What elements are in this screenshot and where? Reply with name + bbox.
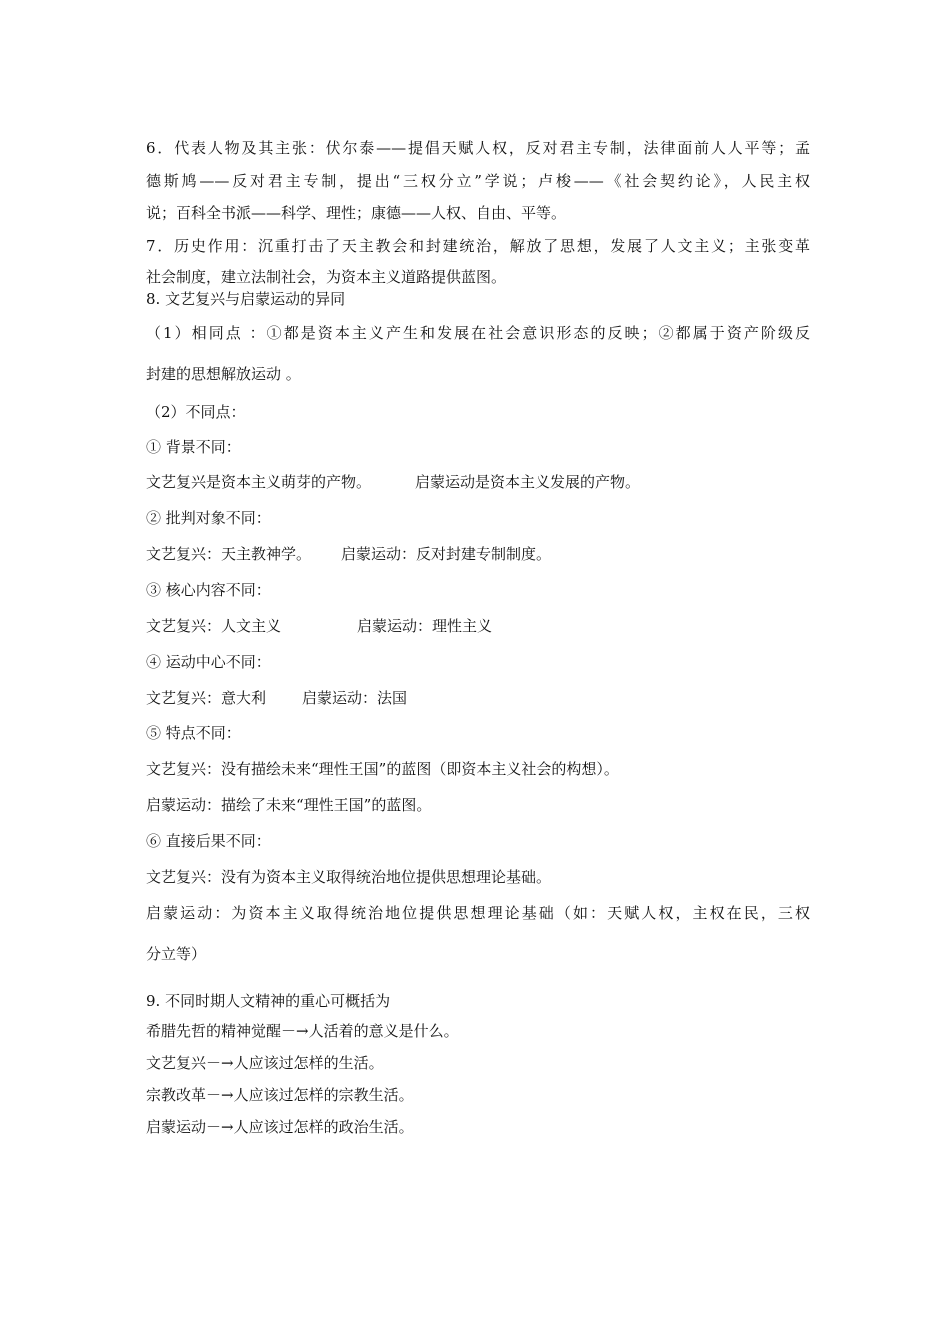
section-8-same-line-2: 封建的思想解放运动 。: [146, 365, 301, 383]
section-7-line-1: 7．历史作用：沉重打击了天主教会和封建统治，解放了思想，发展了人文主义；主张变革: [146, 237, 810, 255]
diff-item-4-enlightenment: 启蒙运动：法国: [302, 689, 408, 707]
diff-item-3-enlightenment: 启蒙运动：理性主义: [357, 617, 493, 635]
diff-item-3-body: [146, 616, 810, 636]
diff-item-2-renaissance: 文艺复兴：天主教神学。: [146, 545, 312, 563]
section-6-line-2: 德斯鸠——反对君主专制，提出“三权分立”学说；卢梭——《社会契约论》，人民主权: [146, 172, 810, 190]
diff-item-6-enlightenment-line-1: 启蒙运动：为资本主义取得统治地位提供思想理论基础（如：天赋人权，主权在民，三权: [146, 904, 810, 922]
section-6-line-1: 6．代表人物及其主张：伏尔泰——提倡天赋人权，反对君主专制，法律面前人人平等；孟: [146, 139, 810, 157]
diff-item-1-head: ① 背景不同：: [146, 438, 241, 456]
section-9-line-3: 宗教改革－→人应该过怎样的宗教生活。: [146, 1086, 414, 1104]
section-9-title: 9. 不同时期人文精神的重心可概括为: [146, 992, 391, 1010]
diff-item-5-renaissance: 文艺复兴：没有描绘未来“理性王国”的蓝图（即资本主义社会的构想）。: [146, 760, 619, 778]
section-9-line-1: 希腊先哲的精神觉醒－→人活着的意义是什么。: [146, 1022, 459, 1040]
diff-item-3-renaissance: 文艺复兴：人文主义: [146, 617, 282, 635]
diff-item-4-renaissance: 文艺复兴：意大利: [146, 689, 267, 707]
diff-item-4-head: ④ 运动中心不同：: [146, 653, 271, 671]
diff-item-2-head: ② 批判对象不同：: [146, 509, 271, 527]
diff-item-1-enlightenment: 启蒙运动是资本主义发展的产物。: [415, 473, 641, 491]
diff-item-6-enlightenment-line-2: 分立等）: [146, 945, 207, 963]
section-7-line-2: 社会制度，建立法制社会，为资本主义道路提供蓝图。: [146, 268, 507, 286]
diff-item-2-body: [146, 544, 810, 564]
diff-item-2-enlightenment: 启蒙运动：反对封建专制制度。: [341, 545, 552, 563]
section-8-title: 8. 文艺复兴与启蒙运动的异同: [146, 290, 346, 308]
section-9-line-2: 文艺复兴－→人应该过怎样的生活。: [146, 1054, 384, 1072]
section-6-line-3: 说；百科全书派——科学、理性；康德——人权、自由、平等。: [146, 204, 567, 222]
diff-item-6-head: ⑥ 直接后果不同：: [146, 832, 271, 850]
diff-item-1-body: [146, 472, 810, 492]
section-8-same-line-1: （1）相同点 ：①都是资本主义产生和发展在社会意识形态的反映；②都属于资产阶级反: [146, 324, 810, 342]
section-9-line-4: 启蒙运动－→人应该过怎样的政治生活。: [146, 1118, 414, 1136]
diff-item-3-head: ③ 核心内容不同：: [146, 581, 271, 599]
section-8-diff-title: （2）不同点：: [146, 403, 246, 421]
diff-item-4-body: [146, 688, 810, 708]
diff-item-5-head: ⑤ 特点不同：: [146, 724, 241, 742]
diff-item-6-renaissance: 文艺复兴：没有为资本主义取得统治地位提供思想理论基础。: [146, 868, 552, 886]
diff-item-1-renaissance: 文艺复兴是资本主义萌芽的产物。: [146, 473, 372, 491]
diff-item-5-enlightenment: 启蒙运动：描绘了未来“理性王国”的蓝图。: [146, 796, 432, 814]
